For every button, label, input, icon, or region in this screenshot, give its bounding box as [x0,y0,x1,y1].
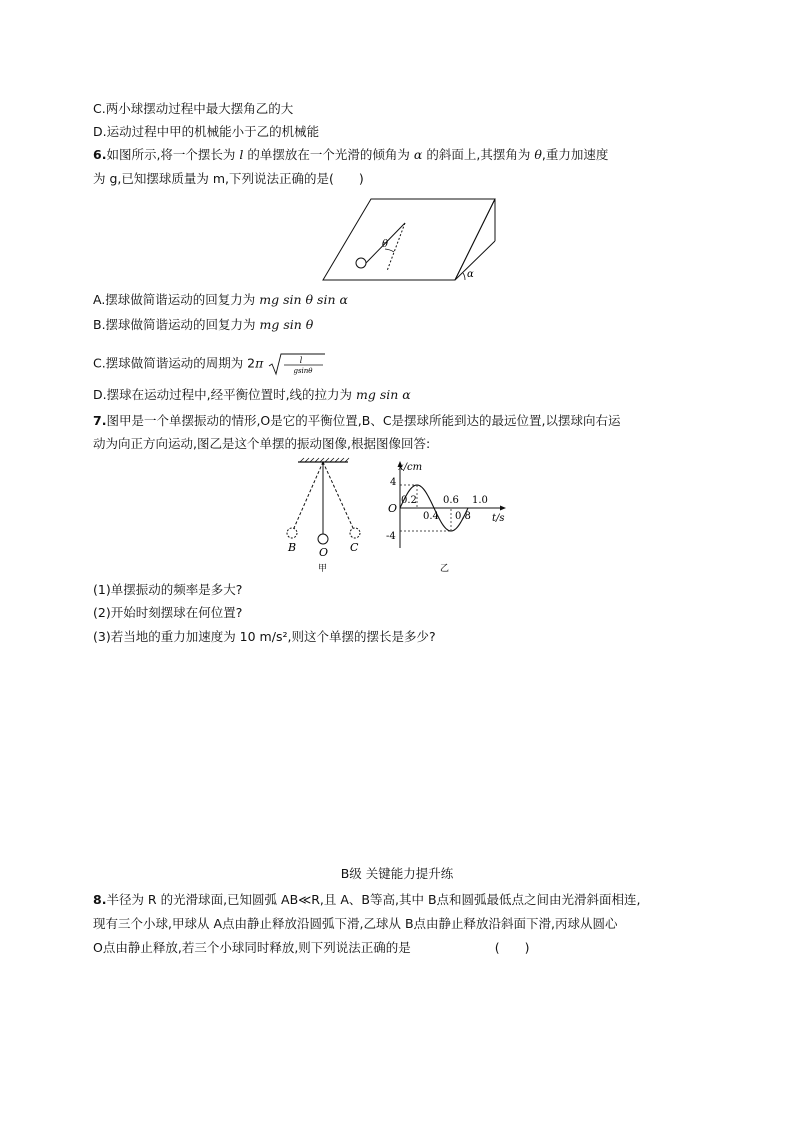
q8-line2: 现有三个小球,甲球从 A点由静止释放沿圆弧下滑,乙球从 B点由静止释放沿斜面下滑,丙球从圆心 [93,916,618,931]
q7-sub3: (3)若当地的重力加速度为 10 m/s²,则这个单摆的摆长是多少? [93,629,436,644]
q6-option-c: C.摆球做简谐运动的周期为 2π l gsinθ [93,352,327,376]
t-label-0-4: 0.4 [423,511,439,522]
q5-option-d: D.运动过程中甲的机械能小于乙的机械能 [93,124,320,139]
q7-pendulum-figure [280,458,370,574]
q8-line1: 8.半径为 R 的光滑球面,已知圆弧 AB≪R,且 A、B等高,其中 B点和圆弧最低点之间由光滑斜面相连, [93,892,641,907]
q7-sub1: (1)单摆振动的频率是多大? [93,582,243,597]
q7-stem-line1: 7.图甲是一个单摆振动的情形,O是它的平衡位置,B、C是摆球所能到达的最远位置,以摆球向右运 [93,413,621,428]
q7-label-C: C [350,541,359,554]
y-axis-label: x/cm [398,462,423,473]
q6-alpha-label: α [467,269,474,280]
q6-number: 6. [93,147,107,162]
q8-line3: O点由静止释放,若三个小球同时释放,则下列说法正确的是 ( ) [93,940,530,955]
q8-answer-paren: ( ) [494,940,530,955]
q7-caption-jia: 甲 [318,564,328,574]
q8-number: 8. [93,892,107,907]
y-tick-neg: -4 [386,531,396,542]
q6-option-a-math: mg sin θ sin α [259,292,348,307]
q6-option-b: B.摆球做简谐运动的回复力为 mg sin θ [93,317,314,332]
section-b-title: B级 关键能力提升练 [340,866,454,881]
q5-option-c: C.两小球摆动过程中最大摆角乙的大 [93,101,294,116]
q6-option-a: A.摆球做简谐运动的回复力为 mg sin θ sin α [93,292,348,307]
t-label-1-0: 1.0 [472,495,488,506]
q6-stem-line1: 6.如图所示,将一个摆长为 l 的单摆放在一个光滑的倾角为 α 的斜面上,其摆角为 θ,重力加速度 [93,147,609,162]
sqrt-formula [267,352,327,376]
q6-theta-label: θ [382,239,389,250]
q6-option-d-math: mg sin α [356,387,411,402]
t-label-0-6: 0.6 [443,495,459,506]
q6-stem-line2: 为 g,已知摆球质量为 m,下列说法正确的是( ) [93,171,364,186]
t-label-0-2: 0.2 [401,495,417,506]
sqrt-numerator: l [300,356,303,365]
q7-stem-line2: 动为向正方向运动,图乙是这个单摆的振动图像,根据图像回答: [93,436,431,451]
x-axis-arrow [500,506,506,511]
x-axis-label: t/s [492,513,505,524]
q7-label-O: O [319,546,329,559]
y-tick-pos: 4 [390,477,397,488]
q6-incline-figure [315,195,500,285]
q6-option-b-math: mg sin θ [259,317,314,332]
origin-label: O [388,502,398,515]
t-label-0-8: 0.8 [455,511,471,522]
q7-label-B: B [288,541,297,554]
q6-option-d: D.摆球在运动过程中,经平衡位置时,线的拉力为 mg sin α [93,387,411,402]
q7-number: 7. [93,413,107,428]
q7-caption-yi: 乙 [440,564,450,574]
sqrt-denominator: gsinθ [293,367,313,375]
q7-vibration-graph [380,458,520,574]
q7-sub2: (2)开始时刻摆球在何位置? [93,605,243,620]
